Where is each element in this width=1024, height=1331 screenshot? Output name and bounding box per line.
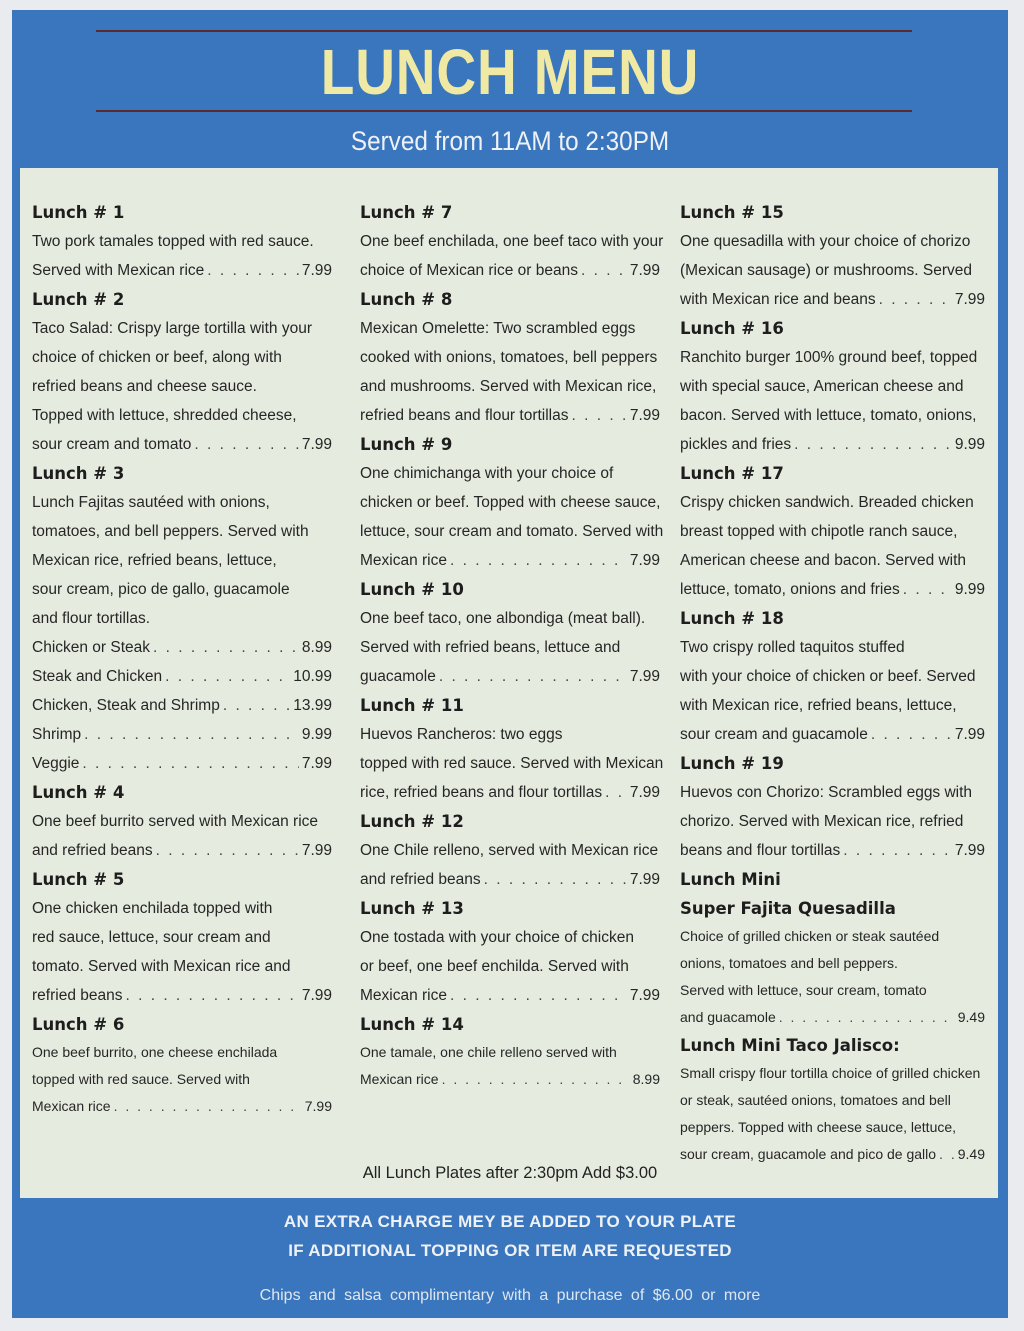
- price-row-label: Chicken or Steak: [32, 639, 151, 656]
- menu-item-title: Lunch # 10: [360, 580, 464, 599]
- price-row-label: Mexican rice: [360, 987, 447, 1004]
- price-row-label: sour cream and tomato: [32, 436, 192, 453]
- dot-leader: [450, 546, 627, 575]
- menu-panel: [20, 168, 998, 1198]
- price-row-label: and guacamole: [680, 1009, 776, 1025]
- menu-item-title: Lunch Mini: [680, 870, 781, 889]
- dot-leader: [439, 662, 627, 691]
- menu-price-row: [360, 778, 660, 807]
- menu-item-title: Lunch # 2: [32, 290, 125, 309]
- menu-item-description: One quesadilla with your choice of chorizo: [680, 233, 971, 250]
- menu-item-title: Lunch # 5: [32, 870, 125, 889]
- menu-price-row: [32, 836, 332, 865]
- dot-leader: [207, 256, 299, 285]
- menu-item-description: Huevos con Chorizo: Scrambled eggs with: [680, 784, 973, 801]
- price-row-label: choice of Mexican rice or beans: [360, 262, 578, 279]
- price-row-label: and refried beans: [32, 842, 153, 859]
- price-value: 7.99: [629, 552, 660, 569]
- dot-leader: [153, 633, 299, 662]
- menu-item-title: Lunch # 6: [32, 1015, 125, 1034]
- menu-item-description: One beef enchilada, one beef taco with your: [360, 233, 664, 250]
- menu-item-subtitle: Super Fajita Quesadilla: [680, 899, 896, 918]
- menu-item-description: with Mexican rice, refried beans, lettuce,: [680, 697, 957, 714]
- menu-price-row: [32, 256, 332, 285]
- menu-item-description: One beef burrito served with Mexican rice: [32, 813, 319, 830]
- price-row-label: refried beans: [32, 987, 123, 1004]
- menu-item-description: or beef, one beef enchilda. Served with: [360, 958, 629, 975]
- dot-leader: [442, 1066, 630, 1093]
- menu-item-description: refried beans and cheese sauce.: [32, 378, 257, 395]
- price-value: 7.99: [954, 726, 985, 743]
- dot-leader: [939, 1141, 955, 1168]
- extra-charge-notice-line-2: IF ADDITIONAL TOPPING OR ITEM ARE REQUESTED: [288, 1241, 732, 1260]
- menu-price-row: [360, 1066, 660, 1093]
- price-value: 13.99: [293, 697, 332, 714]
- menu-item-description: One Chile relleno, served with Mexican rice: [360, 842, 659, 859]
- price-value: 7.99: [304, 1098, 332, 1114]
- price-row-label: sour cream and guacamole: [680, 726, 868, 743]
- price-row-label: beans and flour tortillas: [680, 842, 841, 859]
- price-value: 10.99: [293, 668, 332, 685]
- menu-item-description: or steak, sautéed onions, tomatoes and bell: [680, 1092, 951, 1108]
- price-value: 9.99: [954, 581, 985, 598]
- menu-item-description: tomatoes, and bell peppers. Served with: [32, 523, 309, 540]
- menu-item: [360, 285, 660, 430]
- price-value: 7.99: [629, 407, 660, 424]
- menu-item-description: One tostada with your choice of chicken: [360, 929, 634, 946]
- menu-title: LUNCH MENU: [320, 36, 700, 108]
- menu-price-row: [680, 1004, 985, 1031]
- dot-leader: [794, 430, 952, 459]
- menu-item-description: One beef taco, one albondiga (meat ball).: [360, 610, 646, 627]
- price-value: 9.99: [301, 726, 332, 743]
- price-row-label: Shrimp: [32, 726, 82, 743]
- price-value: 7.99: [629, 987, 660, 1004]
- dot-leader: [581, 256, 627, 285]
- menu-item-title: Lunch # 11: [360, 696, 464, 715]
- menu-item-description: One tamale, one chile relleno served with: [360, 1044, 617, 1060]
- menu-item: [680, 865, 985, 1031]
- menu-item-description: Served with lettuce, sour cream, tomato: [680, 982, 927, 998]
- price-row-label: pickles and fries: [680, 436, 792, 453]
- menu-price-row: [680, 1141, 985, 1168]
- menu-item-description: Taco Salad: Crispy large tortilla with your: [32, 320, 312, 337]
- price-row-label: rice, refried beans and flour tortillas: [360, 784, 603, 801]
- menu-price-row: [32, 430, 332, 459]
- menu-subtitle: Served from 11AM to 2:30PM: [350, 126, 670, 156]
- price-value: 7.99: [301, 262, 332, 279]
- dot-leader: [165, 662, 290, 691]
- menu-item: [680, 1031, 985, 1168]
- menu-price-row: [32, 720, 332, 749]
- menu-item-description: cooked with onions, tomatoes, bell peppers: [360, 349, 658, 366]
- menu-item: [680, 198, 985, 314]
- menu-item-title: Lunch # 12: [360, 812, 464, 831]
- header-rule-bottom: [96, 110, 912, 112]
- dot-leader: [843, 836, 952, 865]
- price-value: 9.99: [954, 436, 985, 453]
- menu-column-1: [32, 198, 332, 1120]
- menu-item-title: Lunch # 4: [32, 783, 125, 802]
- menu-item-description: Topped with lettuce, shredded cheese,: [32, 407, 297, 424]
- menu-item: [360, 894, 660, 1010]
- menu-price-row: [360, 662, 660, 691]
- menu-price-row: [360, 865, 660, 894]
- menu-item-title: Lunch # 16: [680, 319, 784, 338]
- price-row-label: lettuce, tomato, onions and fries: [680, 581, 900, 598]
- menu-item: [360, 430, 664, 575]
- menu-item: [32, 459, 332, 778]
- menu-item-description: Huevos Rancheros: two eggs: [360, 726, 563, 743]
- price-row-label: and refried beans: [360, 871, 481, 888]
- dot-leader: [484, 865, 627, 894]
- menu-item-description: Choice of grilled chicken or steak sautéed: [680, 928, 940, 944]
- menu-price-row: [680, 836, 985, 865]
- menu-item: [32, 1010, 332, 1120]
- dot-leader: [779, 1004, 955, 1031]
- price-row-label: Mexican rice: [360, 1071, 439, 1087]
- menu-item: [360, 691, 664, 807]
- dot-leader: [879, 285, 952, 314]
- dot-leader: [125, 981, 298, 1010]
- menu-price-row: [680, 430, 985, 459]
- dot-leader: [82, 749, 298, 778]
- menu-item-description: red sauce, lettuce, sour cream and: [32, 929, 271, 946]
- menu-item-title: Lunch # 9: [360, 435, 453, 454]
- menu-item-description: One beef burrito, one cheese enchilada: [32, 1044, 278, 1060]
- menu-item-description: Ranchito burger 100% ground beef, topped: [680, 349, 978, 366]
- menu-item-title: Lunch # 18: [680, 609, 784, 628]
- menu-item: [360, 575, 660, 691]
- dot-leader: [605, 778, 627, 807]
- price-value: 7.99: [301, 436, 332, 453]
- menu-item-description: tomato. Served with Mexican rice and: [32, 958, 291, 975]
- menu-price-row: [32, 662, 332, 691]
- price-value: 7.99: [629, 262, 660, 279]
- menu-item: [680, 314, 985, 459]
- price-value: 7.99: [629, 784, 660, 801]
- menu-item: [360, 1010, 660, 1093]
- price-value: 7.99: [629, 668, 660, 685]
- menu-item-description: onions, tomatoes and bell peppers.: [680, 955, 898, 971]
- menu-item-description: and mushrooms. Served with Mexican rice,: [360, 378, 657, 395]
- menu-price-row: [360, 981, 660, 1010]
- menu-item-description: Two crispy rolled taquitos stuffed: [680, 639, 905, 656]
- menu-item-description: chorizo. Served with Mexican rice, refried: [680, 813, 964, 830]
- menu-item-description: chicken or beef. Topped with cheese sauce,: [360, 494, 661, 511]
- price-row-label: Mexican rice: [360, 552, 447, 569]
- after-hours-note: All Lunch Plates after 2:30pm Add $3.00: [362, 1164, 658, 1182]
- price-value: 7.99: [954, 842, 985, 859]
- menu-price-row: [32, 749, 332, 778]
- menu-item-title: Lunch # 15: [680, 203, 784, 222]
- menu-item-description: choice of chicken or beef, along with: [32, 349, 282, 366]
- menu-item-description: sour cream, pico de gallo, guacamole: [32, 581, 290, 598]
- menu-item-description: lettuce, sour cream and tomato. Served with: [360, 523, 664, 540]
- menu-item-description: American cheese and bacon. Served with: [680, 552, 967, 569]
- menu-column-3: [680, 198, 985, 1168]
- menu-item-description: Mexican Omelette: Two scrambled eggs: [360, 320, 636, 337]
- price-value: 9.49: [957, 1146, 985, 1162]
- menu-price-row: [32, 633, 332, 662]
- dot-leader: [572, 401, 627, 430]
- menu-item-title: Lunch # 3: [32, 464, 125, 483]
- price-row-label: sour cream, guacamole and pico de gallo: [680, 1146, 937, 1162]
- menu-item: [32, 198, 332, 285]
- price-value: 7.99: [301, 842, 332, 859]
- header-rule-top: [96, 30, 912, 32]
- extra-charge-notice-line-1: AN EXTRA CHARGE MEY BE ADDED TO YOUR PLATE: [283, 1212, 737, 1231]
- price-row-label: Steak and Chicken: [32, 668, 163, 685]
- menu-item-title: Lunch # 17: [680, 464, 784, 483]
- dot-leader: [84, 720, 299, 749]
- menu-item-description: with your choice of chicken or beef. Served: [680, 668, 976, 685]
- dot-leader: [223, 691, 290, 720]
- price-row-label: Mexican rice: [32, 1098, 111, 1114]
- menu-item: [680, 459, 985, 604]
- menu-price-row: [680, 575, 985, 604]
- menu-item: [32, 778, 332, 865]
- menu-item-description: (Mexican sausage) or mushrooms. Served: [680, 262, 973, 279]
- menu-price-row: [32, 1093, 332, 1120]
- menu-item-description: One chicken enchilada topped with: [32, 900, 273, 917]
- price-row-label: Chicken, Steak and Shrimp: [32, 697, 220, 714]
- menu-price-row: [680, 285, 985, 314]
- price-value: 7.99: [629, 871, 660, 888]
- price-value: 7.99: [301, 987, 332, 1004]
- price-value: 8.99: [632, 1071, 660, 1087]
- menu-price-row: [360, 256, 660, 285]
- menu-item-description: Served with refried beans, lettuce and: [360, 639, 621, 656]
- price-value: 7.99: [301, 755, 332, 772]
- dot-leader: [194, 430, 298, 459]
- menu-item-description: and flour tortillas.: [32, 610, 151, 627]
- price-row-label: Veggie: [32, 755, 80, 772]
- menu-item-description: Crispy chicken sandwich. Breaded chicken: [680, 494, 974, 511]
- dot-leader: [114, 1093, 302, 1120]
- menu-page: [12, 10, 1008, 1318]
- menu-item-description: breast topped with chipotle ranch sauce,: [680, 523, 958, 540]
- menu-item: [680, 749, 985, 865]
- price-row-label: Served with Mexican rice: [32, 262, 205, 279]
- menu-item-description: Two pork tamales topped with red sauce.: [32, 233, 314, 250]
- menu-item: [360, 807, 660, 894]
- menu-item-description: One chimichanga with your choice of: [360, 465, 614, 482]
- menu-price-row: [680, 720, 985, 749]
- menu-item-description: Small crispy flour tortilla choice of grilled chicken: [680, 1065, 981, 1081]
- chips-and-salsa-note: Chips and salsa complimentary with a purchase of $6.00 or more: [259, 1287, 761, 1304]
- dot-leader: [450, 981, 627, 1010]
- menu-item: [32, 865, 332, 1010]
- price-value: 8.99: [301, 639, 332, 656]
- menu-item-title: Lunch # 13: [360, 899, 464, 918]
- menu-item-description: peppers. Topped with cheese sauce, lettuce,: [680, 1119, 957, 1135]
- price-row-label: with Mexican rice and beans: [680, 291, 876, 308]
- menu-price-row: [32, 981, 332, 1010]
- menu-item-description: topped with red sauce. Served with Mexican: [360, 755, 664, 772]
- menu-price-row: [360, 546, 660, 575]
- menu-item-description: Lunch Fajitas sautéed with onions,: [32, 494, 270, 511]
- price-row-label: refried beans and flour tortillas: [360, 407, 569, 424]
- price-value: 9.49: [957, 1009, 985, 1025]
- menu-item-description: bacon. Served with lettuce, tomato, onions,: [680, 407, 977, 424]
- menu-item-title: Lunch # 1: [32, 203, 125, 222]
- menu-price-row: [360, 401, 660, 430]
- menu-item: [32, 285, 332, 459]
- menu-item-title: Lunch # 19: [680, 754, 784, 773]
- menu-price-row: [32, 691, 332, 720]
- price-value: 7.99: [954, 291, 985, 308]
- dot-leader: [871, 720, 952, 749]
- menu-item: [360, 198, 664, 285]
- menu-item: [680, 604, 985, 749]
- menu-column-2: [360, 198, 664, 1093]
- dot-leader: [156, 836, 299, 865]
- dot-leader: [903, 575, 952, 604]
- price-row-label: guacamole: [360, 668, 436, 685]
- menu-item-title: Lunch # 8: [360, 290, 453, 309]
- menu-item-description: Mexican rice, refried beans, lettuce,: [32, 552, 277, 569]
- menu-item-title: Lunch # 14: [360, 1015, 464, 1034]
- menu-item-title: Lunch Mini Taco Jalisco:: [680, 1036, 900, 1055]
- menu-item-description: topped with red sauce. Served with: [32, 1071, 250, 1087]
- menu-item-description: with special sauce, American cheese and: [680, 378, 964, 395]
- menu-item-title: Lunch # 7: [360, 203, 453, 222]
